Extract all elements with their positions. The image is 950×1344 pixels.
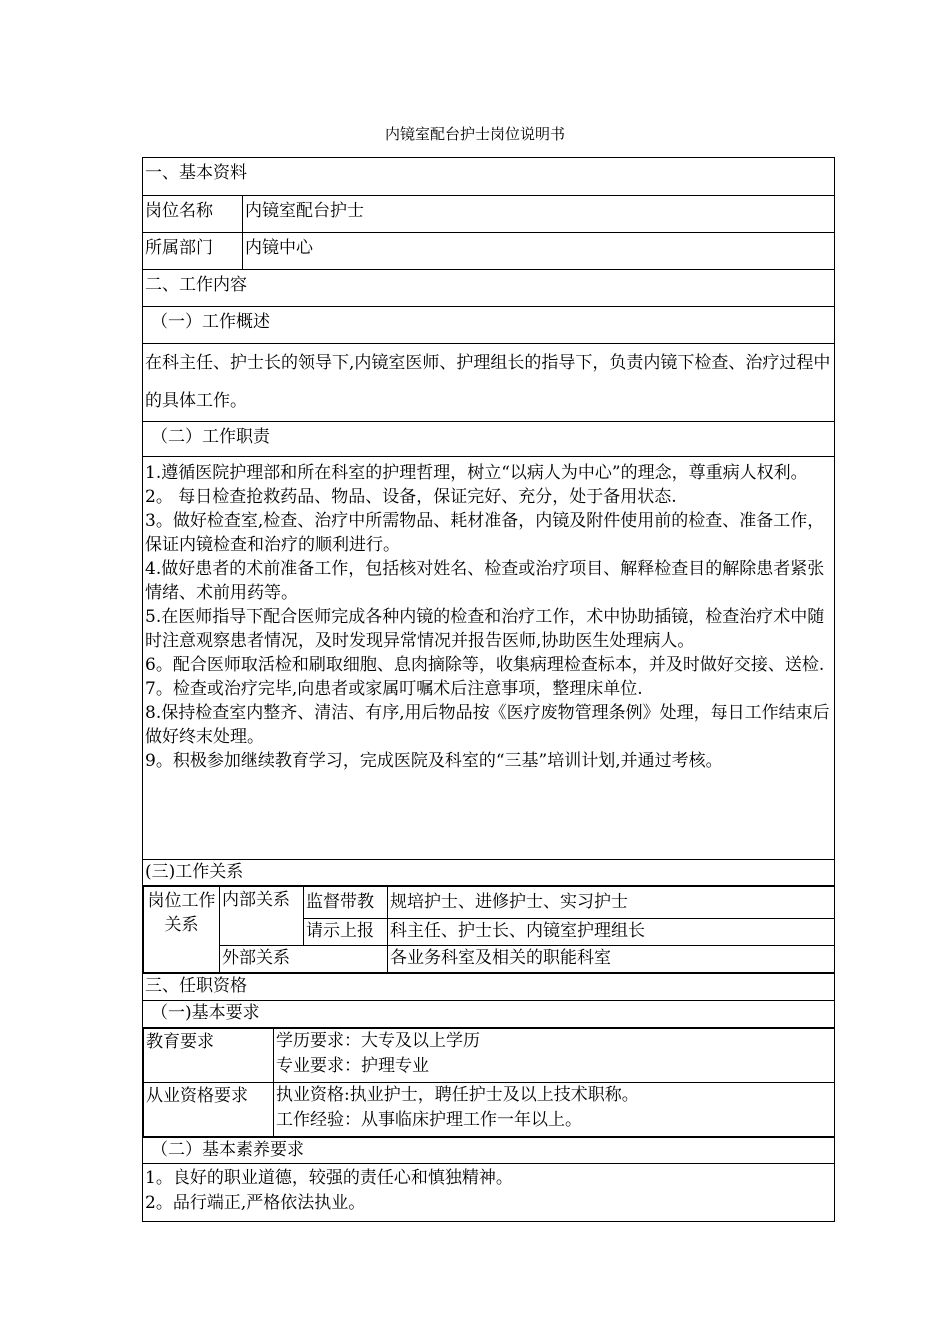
job-description-table (142, 157, 835, 1222)
duty-item: 3。做好检查室,检查、治疗中所需物品、耗材准备，内镜及附件使用前的检查、准备工作，保证内镜检查和治疗的顺利进行。 (145, 511, 825, 555)
quality-list (143, 1164, 835, 1222)
document-title: 内镜室配台护士岗位说明书 (384, 125, 565, 143)
edu-label: 教育要求 (144, 1029, 274, 1083)
section-overview: （一）工作概述 (143, 307, 835, 344)
section-qualifications: 三、任职资格 (143, 974, 835, 1001)
quality-item: 2。品行端正,严格依法执业。 (145, 1193, 366, 1213)
relations-table (143, 886, 835, 973)
section-basic-req: （一)基本要求 (143, 1001, 835, 1028)
duty-item: 9。积极参加继续教育学习，完成医院及科室的“三基”培训计划,并通过考核。 (145, 751, 723, 771)
qual-line: 执业资格:执业护士，聘任护士及以上技术职称。 (276, 1085, 639, 1105)
dept-label: 所属部门 (143, 233, 243, 270)
relations-block (143, 886, 835, 974)
qual-values (274, 1083, 835, 1137)
internal-label: 内部关系 (220, 887, 304, 946)
edu-line: 专业要求：护理专业 (276, 1056, 429, 1076)
edu-values (274, 1029, 835, 1083)
qual-line: 工作经验：从事临床护理工作一年以上。 (276, 1110, 582, 1130)
qual-label: 从业资格要求 (144, 1083, 274, 1137)
duties-list (143, 457, 835, 860)
section-duties: （二）工作职责 (143, 422, 835, 457)
supervise-value: 规培护士、进修护士、实习护士 (388, 887, 835, 919)
section-basic: 一、基本资料 (143, 158, 835, 196)
duty-item: 7。检查或治疗完毕,向患者或家属叮嘱术后注意事项，整理床单位. (145, 679, 643, 699)
overview-text: 在科主任、护士长的领导下,内镜室医师、护理组长的指导下，负责内镜下检查、治疗过程中的具体工作。 (143, 344, 835, 422)
edu-line: 学历要求：大专及以上学历 (276, 1031, 480, 1051)
duty-item: 5.在医师指导下配合医师完成各种内镜的检查和治疗工作，术中协助插镜，检查治疗术中随时注意观察患者情况，及时发现异常情况并报告医师,协助医生处理病人。 (145, 607, 825, 651)
relations-label: 岗位工作关系 (144, 887, 220, 973)
section-work: 二、工作内容 (143, 270, 835, 307)
duty-item: 4.做好患者的术前准备工作，包括核对姓名、检查或治疗项目、解释检查目的解除患者紧张情绪、术前用药等。 (145, 559, 825, 603)
external-label: 外部关系 (220, 946, 388, 973)
external-value: 各业务科室及相关的职能科室 (388, 946, 835, 973)
position-value: 内镜室配台护士 (243, 196, 835, 233)
requirements-block (143, 1028, 835, 1138)
report-label: 请示上报 (304, 919, 388, 946)
dept-value: 内镜中心 (243, 233, 835, 270)
duty-item: 6。配合医师取活检和刷取细胞、息肉摘除等，收集病理检查标本，并及时做好交接、送检. (145, 655, 825, 675)
report-value: 科主任、护士长、内镜室护理组长 (388, 919, 835, 946)
duty-item: 1.遵循医院护理部和所在科室的护理哲理，树立“以病人为中心”的理念，尊重病人权利。 (145, 463, 808, 483)
quality-item: 1。良好的职业道德，较强的责任心和慎独精神。 (145, 1168, 513, 1188)
duty-item: 2。 每日检查抢救药品、物品、设备，保证完好、充分，处于备用状态. (145, 487, 677, 507)
duty-item: 8.保持检查室内整齐、清洁、有序,用后物品按《医疗废物管理条例》处理，每日工作结束后做好终末处理。 (145, 703, 830, 747)
supervise-label: 监督带教 (304, 887, 388, 919)
requirements-table (143, 1028, 835, 1137)
position-label: 岗位名称 (143, 196, 243, 233)
section-relations: (三)工作关系 (143, 860, 835, 886)
section-quality-req: （二）基本素养要求 (143, 1138, 835, 1164)
